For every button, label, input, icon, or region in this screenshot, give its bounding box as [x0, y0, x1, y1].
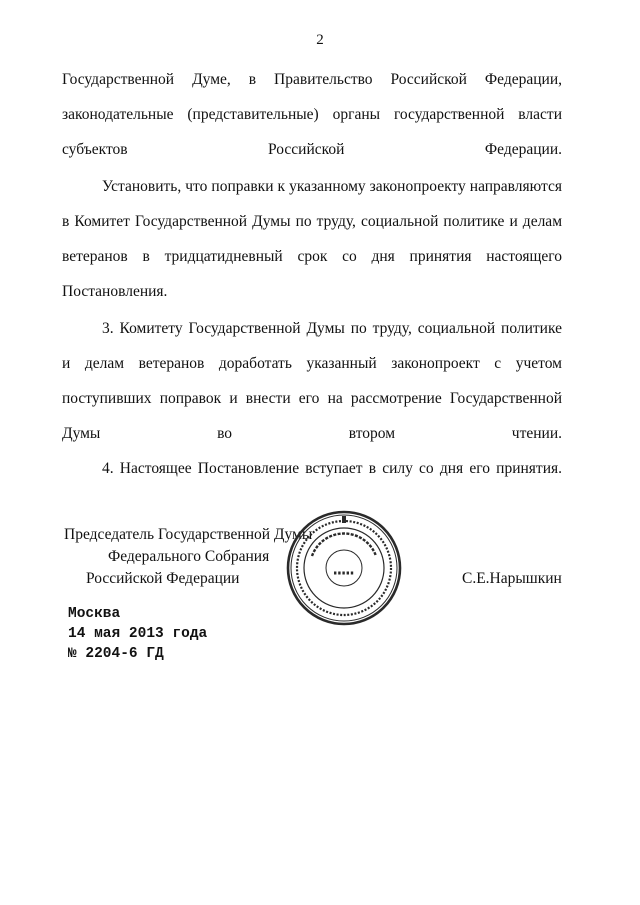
- paragraph-line: и делам ветеранов доработать указанный законопроект с учетом: [62, 355, 562, 372]
- paragraph-line: законодательные (представительные) органы государственной власти: [62, 106, 562, 123]
- paragraph-line: Думы во втором чтении.: [62, 425, 562, 442]
- footer-number: № 2204-6 ГД: [68, 646, 164, 662]
- paragraph-line: Установить, что поправки к указанному законопроекту направляются: [102, 178, 562, 195]
- paragraph-line: 4. Настоящее Постановление вступает в силу со дня его принятия.: [102, 460, 562, 477]
- footer-date: 14 мая 2013 года: [68, 626, 208, 642]
- paragraph-4: [62, 451, 562, 486]
- paragraph-line: Государственной Думе, в Правительство Российской Федерации,: [62, 71, 562, 88]
- paragraph-3: [62, 311, 562, 451]
- signature-name: С.Е.Нарышкин: [462, 570, 562, 587]
- paragraph-line: в Комитет Государственной Думы по труду, социальной политике и делам: [62, 213, 562, 230]
- paragraph-line: субъектов Российской Федерации.: [62, 141, 562, 158]
- paragraph-line: поступивших поправок и внести его на рассмотрение Государственной: [62, 390, 562, 407]
- footer-city: Москва: [68, 606, 121, 622]
- signature-title-line-1: Председатель Государственной Думы: [64, 526, 313, 543]
- signature-title-line-3: Российской Федерации: [86, 570, 240, 587]
- paragraph-line: Постановления.: [62, 283, 168, 300]
- official-seal: [272, 510, 414, 628]
- page-number: 2: [316, 32, 324, 48]
- paragraph-2: [62, 169, 562, 309]
- paragraph-1: [62, 62, 562, 167]
- document-footer: [68, 604, 207, 664]
- signature-title-line-2: Федерального Собрания: [108, 548, 270, 565]
- paragraph-line: 3. Комитету Государственной Думы по труду, социальной политике: [102, 320, 562, 337]
- paragraph-line: ветеранов в тридцатидневный срок со дня принятия настоящего: [62, 248, 562, 265]
